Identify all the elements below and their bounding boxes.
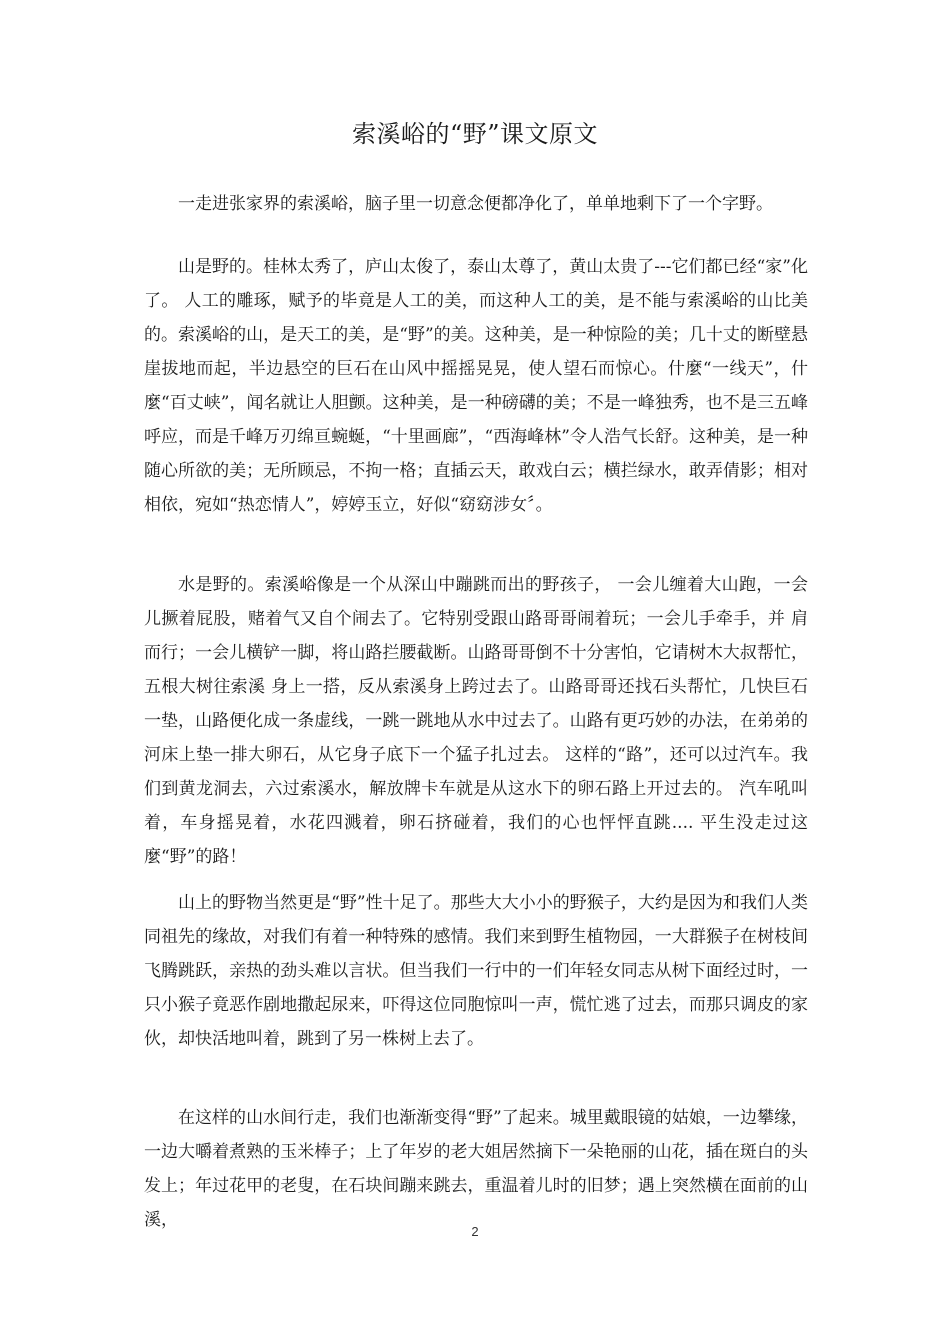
paragraph-people: 在这样的山水间行走，我们也渐渐变得“野”了起来。城里戴眼镜的姑娘，一边攀缘，一边大嚼着煮熟的玉米棒子；上了年岁的老大姐居然摘下一朵艳丽的山花，插在斑白的头发上；年过花甲的老叟，在石块间蹦来跳去，重温着儿时的旧梦；遇上突然横在面前的山溪， — [144, 1108, 808, 1230]
paragraph-intro: 一走进张家界的索溪峪，脑子里一切意念便都净化了，单单地剩下了一个字野。 — [178, 194, 773, 214]
page-number: 2 — [471, 1224, 479, 1239]
page-title: 索溪峪的“野”课文原文 — [351, 120, 599, 148]
paragraph-water: 水是野的。索溪峪像是一个从深山中蹦跳而出的野孩子， 一会儿缠着大山跑，一会儿撅着屁股，赌着气又自个闹去了。它特别受跟山路哥哥闹着玩；一会儿手牵手，并 肩而行；一会儿横铲一脚，将山路拦腰截断。山路哥哥倒不十分害怕，它请树木大叔帮忙，五根大树往索溪 身上一搭，反从索溪身上跨过去了。山路哥哥还找石头帮忙，几快巨石一垫，山路便化成一条虚线，一跳一跳地从水中过去了。山路有更巧妙的办法，在弟弟的河床上垫一排大卵石，从它身子底下一个猛子扎过去。 这样的“路”，还可以过汽车。我们到黄龙洞去，六过索溪水，解放牌卡车就是从这水下的卵石路上开过去的。 汽车吼叫着，车身摇晃着，水花四溅着，卵石挤碰着，我们的心也怦怦直跳.... 平生没走过这麼“野”的路！ — [144, 575, 808, 867]
paragraph-mountain: 山是野的。桂林太秀了，庐山太俊了，泰山太尊了，黄山太贵了---它们都已经“家”化了。 人工的雕琢，赋予的毕竟是人工的美，而这种人工的美，是不能与索溪峪的山比美的。索溪峪的山，是天工的美，是“野”的美。这种美，是一种惊险的美；几十丈的断壁悬崖拔地而起，半边悬空的巨石在山风中摇摇晃晃，使人望石而惊心。什麼“一线天”，什麼“百丈峡”，闻名就让人胆颤。这种美，是一种磅礴的美；不是一峰独秀，也不是三五峰呼应，而是千峰万刃绵亘蜿蜒，“十里画廊”，“西海峰林”令人浩气长舒。这种美，是一种随心所欲的美；无所顾忌，不拘一格；直插云天，敢戏白云；横拦绿水，敢弄倩影；相对相依，宛如“热恋情人”，婷婷玉立，好似“窈窈涉女〞。 — [144, 257, 808, 515]
paragraph-wildlife: 山上的野物当然更是“野”性十足了。那些大大小小的野猴子，大约是因为和我们人类同祖先的缘故，对我们有着一种特殊的感情。我们来到野生植物园，一大群猴子在树枝间飞腾跳跃，亲热的劲头难以言状。但当我们一行中的一们年轻女同志从树下面经过时，一只小猴子竟恶作剧地撒起尿来，吓得这位同胞惊叫一声，慌忙逃了过去，而那只调皮的家伙，却快活地叫着，跳到了另一株树上去了。 — [144, 893, 808, 1049]
